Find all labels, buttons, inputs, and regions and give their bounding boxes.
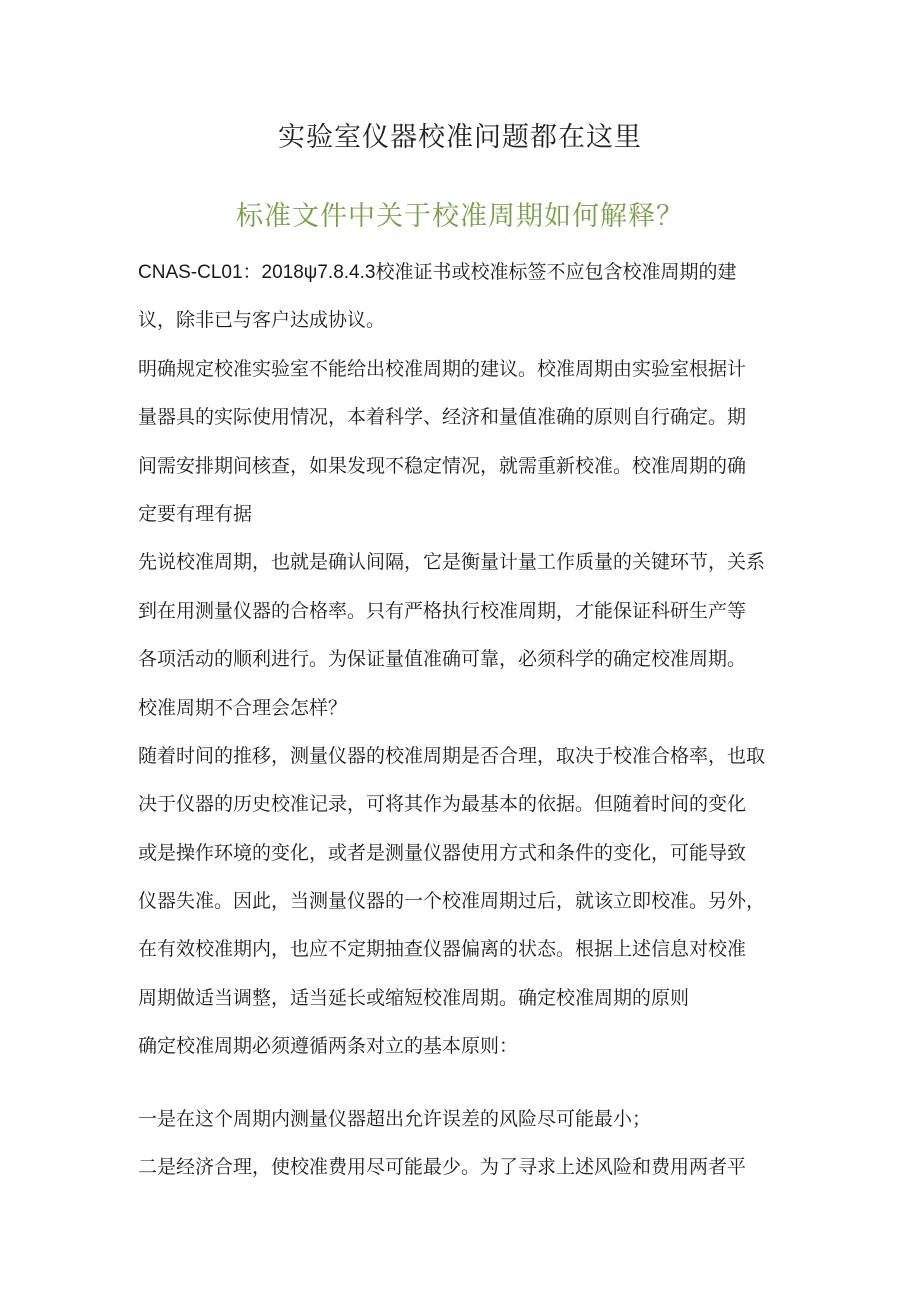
line-text: 或是操作环境的变化，或者是测量仪器使用方式和条件的变化，可能导致 <box>138 841 747 864</box>
text-line <box>138 780 798 828</box>
line-text: 先说校准周期，也就是确认间隔，它是衡量计量工作质量的关键环节，关系 <box>138 551 766 574</box>
text-line <box>138 877 798 925</box>
line-text: 各项活动的顺利进行。为保证量值准确可靠，必须科学的确定校准周期。 <box>138 648 747 671</box>
text-line <box>138 1022 798 1070</box>
line-text: 间需安排期间核查，如果发现不稳定情况，就需重新校准。校准周期的确 <box>138 454 747 477</box>
line-text: 议，除非已与客户达成协议。 <box>138 309 386 332</box>
standard-reference: CNAS-CL01：2018ψ7.8.4.3 <box>138 262 376 283</box>
paragraph-gap <box>138 1071 798 1095</box>
text-line <box>138 635 798 683</box>
line-text: 在有效校准期内，也应不定期抽查仪器偏离的状态。根据上述信息对校准 <box>138 938 747 961</box>
text-line <box>138 732 798 780</box>
line-text: 一是在这个周期内测量仪器超出允许误差的风险尽可能最小； <box>138 1107 652 1130</box>
text-line <box>138 442 798 490</box>
text-line <box>138 974 798 1022</box>
line-text: 校准证书或校准标签不应包含校准周期的建 <box>375 261 737 283</box>
line-text: 二是经济合理，使校准费用尽可能最少。为了寻求上述风险和费用两者平 <box>138 1156 747 1179</box>
line-text: 随着时间的推移，测量仪器的校准周期是否合理，取决于校准合格率，也取 <box>138 744 766 767</box>
text-line <box>138 1143 798 1191</box>
line-text: 仪器失准。因此，当测量仪器的一个校准周期过后，就该立即校准。另外， <box>138 890 766 913</box>
body-text <box>138 248 798 1191</box>
page-title: 实验室仪器校准问题都在这里 <box>278 122 642 153</box>
line-text: 确定校准周期必须遵循两条对立的基本原则： <box>138 1035 519 1058</box>
section-heading: 标准文件中关于校准周期如何解释？ <box>236 201 684 232</box>
text-line <box>138 490 798 538</box>
text-line <box>138 393 798 441</box>
text-line <box>138 538 798 586</box>
line-text: 周期做适当调整，适当延长或缩短校准周期。确定校准周期的原则 <box>138 986 690 1009</box>
line-text: 到在用测量仪器的合格率。只有严格执行校准周期，才能保证科研生产等 <box>138 599 747 622</box>
text-line <box>138 296 798 344</box>
body-paragraphs <box>138 248 798 1071</box>
text-line <box>138 925 798 973</box>
text-line <box>138 345 798 393</box>
text-line <box>138 248 798 296</box>
text-line <box>138 1095 798 1143</box>
text-line <box>138 829 798 877</box>
line-text: 决于仪器的历史校准记录，可将其作为最基本的依据。但随着时间的变化 <box>138 793 747 816</box>
line-text: 明确规定校准实验室不能给出校准周期的建议。校准周期由实验室根据计 <box>138 357 747 380</box>
principle-list <box>138 1095 798 1192</box>
text-line <box>138 684 798 732</box>
line-text: 校准周期不合理会怎样？ <box>138 696 348 719</box>
line-text: 量器具的实际使用情况，本着科学、经济和量值准确的原则自行确定。期 <box>138 406 747 429</box>
line-text: 定要有理有据 <box>138 502 253 525</box>
text-line <box>138 587 798 635</box>
